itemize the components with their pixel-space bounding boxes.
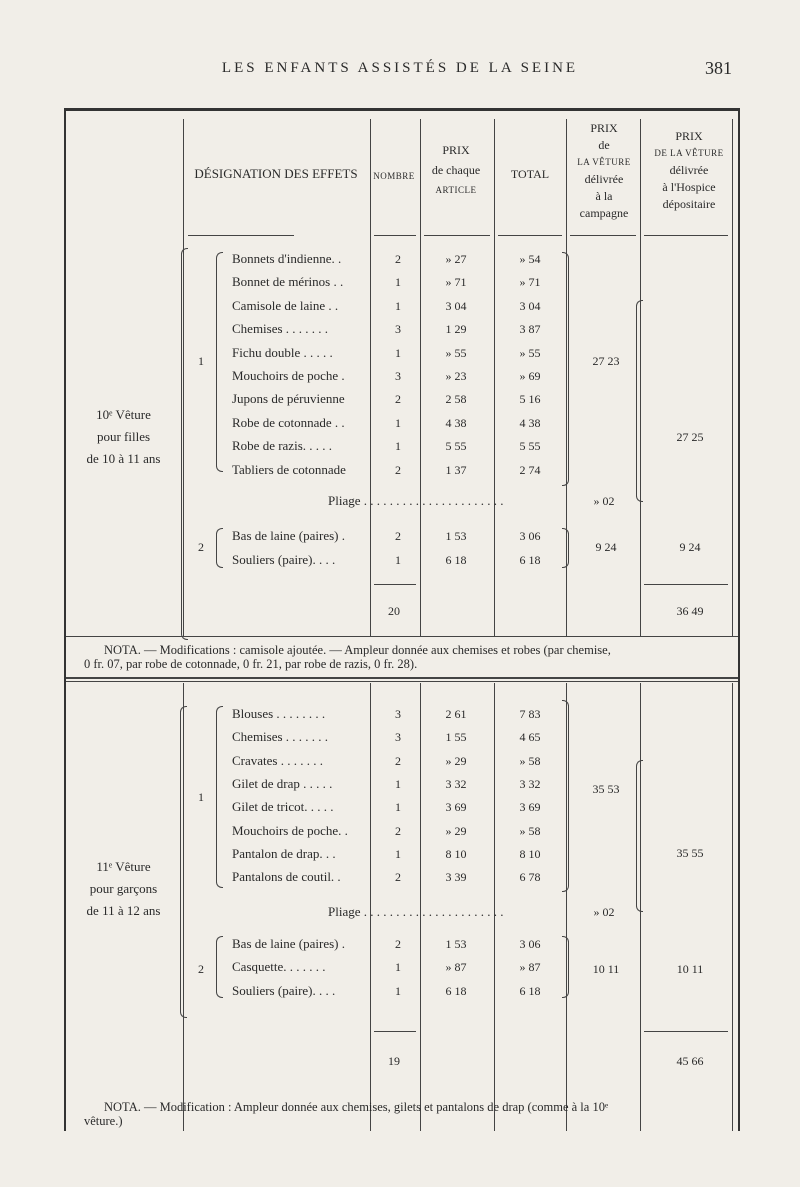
- row-item: Bas de laine (paires) .: [232, 936, 345, 951]
- section2-label-l3: de 11 à 12 ans: [86, 903, 161, 918]
- row-item: Souliers (paire). . . .: [232, 551, 336, 567]
- header-rule: [424, 235, 490, 236]
- row-nombre: 2: [395, 823, 401, 838]
- col-line: [732, 683, 733, 1131]
- row-nombre: 1: [395, 846, 401, 861]
- hospice-l1: PRIX: [675, 129, 703, 143]
- page-number: 381: [705, 58, 732, 78]
- row-total: 7 83: [519, 707, 541, 721]
- row-total: 6 78: [519, 870, 541, 885]
- section1-label: [66, 404, 181, 470]
- row-prix: 1 53: [445, 529, 467, 543]
- col-line: [370, 119, 371, 636]
- row-total: » 69: [519, 369, 541, 383]
- running-title: LES ENFANTS ASSISTÉS DE LA SEINE: [221, 60, 579, 76]
- prix-l1: PRIX: [442, 143, 470, 157]
- nota-1: [84, 643, 720, 671]
- section1-campagne-brace: [562, 252, 569, 486]
- section1-hospice1: 27 25: [676, 430, 704, 444]
- section1-pliage: Pliage . . . . . . . . . . . . . . . . . . . . . .: [328, 493, 504, 508]
- hospice-l5: dépositaire: [662, 197, 716, 211]
- row-nombre: 2: [395, 870, 401, 885]
- row-total: 6 18: [519, 983, 541, 998]
- section2-label-l1: 11ᵉ Vêture: [96, 859, 151, 874]
- section2-hospice1: 35 55: [676, 846, 704, 860]
- row-prix: 3 39: [445, 870, 467, 885]
- row-total: 3 06: [519, 529, 541, 543]
- header-rule: [644, 235, 728, 236]
- row-item: Cravates . . . . . . .: [232, 752, 323, 768]
- section2-group1-number: 1: [198, 790, 204, 804]
- row-prix: 2 58: [445, 392, 467, 407]
- section1-label-l3: de 10 à 11 ans: [86, 451, 161, 466]
- hospice-l4: à l'Hospice: [662, 180, 716, 194]
- col-header-designation: DÉSIGNATION DES EFFETS: [194, 166, 358, 181]
- section1-brace: [181, 248, 188, 640]
- row-nombre: 3: [395, 707, 401, 721]
- header-rule: [570, 235, 636, 236]
- section1-hospice-brace: [636, 300, 643, 502]
- section2-label-l2: pour garçons: [89, 881, 158, 896]
- row-item: Bas de laine (paires) .: [232, 528, 345, 543]
- section2-group2-brace: [216, 936, 223, 998]
- section2-hospice2: 10 11: [676, 962, 704, 976]
- row-item: Robe de razis. . . . .: [232, 438, 333, 454]
- row-total: 3 32: [519, 776, 541, 791]
- nota-2-line1: NOTA. — Modification : Ampleur donnée aux chemises, gilets et pantalons de drap (comme à la 10ᵉ: [104, 1100, 609, 1114]
- campagne-l6: campagne: [579, 206, 629, 220]
- nota-1-line2: 0 fr. 07, par robe de cotonnade, 0 fr. 21, par robe de razis, 0 fr. 28).: [84, 657, 418, 671]
- row-nombre: 1: [395, 345, 401, 360]
- nota-1-line1: NOTA. — Modifications : camisole ajoutée. — Ampleur donnée aux chemises et robes (par chemise,: [104, 643, 611, 657]
- row-item: Mouchoirs de poche. .: [232, 822, 348, 838]
- campagne-l1: PRIX: [590, 121, 618, 135]
- row-item: Pantalon de drap. . .: [232, 845, 336, 861]
- row-nombre: 1: [395, 439, 401, 454]
- section2-campagne-brace: [562, 700, 569, 892]
- prix-l3: ARTICLE: [435, 185, 477, 195]
- row-prix: 1 29: [445, 322, 467, 337]
- row-prix: 6 18: [445, 983, 467, 998]
- row-prix: 3 04: [445, 298, 467, 313]
- row-item: Souliers (paire). . . .: [232, 982, 336, 998]
- row-prix: 2 61: [445, 707, 467, 721]
- total-rule: [644, 1031, 728, 1032]
- row-total: 8 10: [519, 846, 541, 861]
- row-item: Mouchoirs de poche .: [232, 368, 345, 383]
- row-prix: » 55: [445, 345, 467, 360]
- row-total: » 58: [519, 823, 541, 838]
- row-item: Chemises . . . . . . .: [232, 321, 329, 337]
- row-nombre: 1: [395, 800, 401, 815]
- row-total: » 55: [519, 345, 541, 360]
- row-prix: » 29: [445, 823, 467, 838]
- section1-group1-brace: [216, 252, 223, 472]
- row-total: 4 65: [519, 730, 541, 745]
- row-item: Bonnets d'indienne. .: [232, 251, 342, 266]
- section2-pliage-value: » 02: [593, 905, 615, 919]
- hospice-l2: DE LA VÊTURE: [654, 148, 724, 158]
- col-header-prix: [420, 140, 492, 200]
- total-rule: [644, 584, 728, 585]
- prix-l2: de chaque: [431, 163, 481, 177]
- row-item: Blouses . . . . . . . .: [232, 706, 326, 721]
- row-nombre: 2: [395, 529, 401, 543]
- row-prix: » 23: [445, 369, 467, 383]
- nota-2-line2: vêture.): [84, 1114, 123, 1128]
- row-total: 3 87: [519, 322, 541, 337]
- row-prix: » 29: [445, 753, 467, 768]
- row-prix: 3 69: [445, 800, 467, 815]
- row-total: » 71: [519, 275, 541, 290]
- campagne-l2: de: [598, 138, 610, 152]
- row-total: 4 38: [519, 415, 541, 430]
- row-item: Fichu double . . . . .: [232, 344, 333, 360]
- col-header-hospice: [642, 128, 736, 213]
- hospice-l3: délivrée: [669, 163, 709, 177]
- row-prix: 1 53: [445, 937, 467, 951]
- campagne-l3: LA VÊTURE: [577, 157, 631, 167]
- row-nombre: 1: [395, 298, 401, 313]
- section2-group1-brace: [216, 706, 223, 888]
- section2-campagne2-brace: [562, 936, 569, 998]
- section1-group2-brace: [216, 528, 223, 568]
- row-nombre: 2: [395, 252, 401, 266]
- section1-total-nombre: 20: [388, 604, 400, 618]
- row-total: 6 18: [519, 552, 541, 567]
- row-nombre: 1: [395, 960, 401, 975]
- row-nombre: 1: [395, 415, 401, 430]
- row-prix: » 27: [445, 252, 467, 266]
- total-rule: [374, 584, 416, 585]
- row-nombre: 2: [395, 753, 401, 768]
- section2-total-hospice: 45 66: [676, 1054, 704, 1068]
- row-prix: 3 32: [445, 776, 467, 791]
- section-rule: [66, 636, 738, 637]
- row-item: Camisole de laine . .: [232, 297, 339, 313]
- row-nombre: 1: [395, 552, 401, 567]
- col-header-campagne: [568, 120, 640, 222]
- row-total: » 87: [519, 960, 541, 975]
- row-item: Chemises . . . . . . .: [232, 729, 329, 745]
- row-nombre: 2: [395, 937, 401, 951]
- header-rule: [188, 235, 294, 236]
- row-item: Gilet de tricot. . . . .: [232, 799, 334, 815]
- section1-label-l2: pour filles: [96, 429, 151, 444]
- row-nombre: 3: [395, 730, 401, 745]
- row-item: Gilet de drap . . . . .: [232, 775, 333, 791]
- section1-group1-number: 1: [198, 354, 204, 368]
- section1-campagne2-brace: [562, 528, 569, 568]
- campagne-l4: délivrée: [584, 172, 624, 186]
- section2-total-nombre: 19: [388, 1054, 400, 1068]
- section2-group2-number: 2: [198, 962, 204, 976]
- row-nombre: 1: [395, 983, 401, 998]
- row-prix: 8 10: [445, 846, 467, 861]
- row-item: Jupons de péruvienne: [232, 391, 345, 407]
- row-total: 5 16: [519, 392, 541, 407]
- row-item: Bonnet de mérinos . .: [232, 274, 344, 290]
- section2-hospice-brace: [636, 760, 643, 912]
- row-nombre: 2: [395, 462, 401, 477]
- row-item: Pantalons de coutil. .: [232, 869, 341, 885]
- header-rule: [498, 235, 562, 236]
- row-prix: 1 55: [445, 730, 467, 745]
- section-rule: [66, 681, 738, 682]
- row-prix: » 87: [445, 960, 467, 975]
- nota-2: [84, 1100, 720, 1128]
- row-nombre: 3: [395, 369, 401, 383]
- row-prix: 5 55: [445, 439, 467, 454]
- row-prix: 1 37: [445, 462, 467, 477]
- row-total: » 58: [519, 753, 541, 768]
- header-rule: [374, 235, 416, 236]
- row-total: 5 55: [519, 439, 541, 454]
- row-nombre: 3: [395, 322, 401, 337]
- section1-campagne2: 9 24: [595, 540, 617, 554]
- section2-brace: [180, 706, 187, 1018]
- row-total: » 54: [519, 252, 541, 266]
- section1-hospice2: 9 24: [679, 540, 701, 554]
- campagne-l5: à la: [595, 189, 613, 203]
- row-nombre: 2: [395, 392, 401, 407]
- section2-pliage: Pliage . . . . . . . . . . . . . . . . . . . . . .: [328, 904, 504, 919]
- row-total: 3 04: [519, 298, 541, 313]
- row-prix: 6 18: [445, 552, 467, 567]
- row-total: 2 74: [519, 462, 541, 477]
- row-prix: » 71: [445, 275, 467, 290]
- section1-pliage-value: » 02: [593, 494, 615, 508]
- section1-label-l1: 10ᵉ Vêture: [96, 407, 151, 422]
- row-total: 3 06: [519, 937, 541, 951]
- total-rule: [374, 1031, 416, 1032]
- section2-campagne2: 10 11: [592, 962, 620, 976]
- row-nombre: 1: [395, 776, 401, 791]
- row-item: Robe de cotonnade . .: [232, 414, 345, 430]
- row-nombre: 1: [395, 275, 401, 290]
- section2-label: [66, 856, 181, 922]
- row-item: Tabliers de cotonnade: [232, 461, 346, 477]
- section2-campagne1: 35 53: [592, 782, 620, 796]
- section-rule: [66, 677, 738, 679]
- col-header-total: TOTAL: [510, 167, 550, 181]
- section1-total-hospice: 36 49: [676, 604, 704, 618]
- row-item: Casquette. . . . . . .: [232, 959, 326, 975]
- col-header-nombre: NOMBRE: [373, 171, 415, 181]
- row-prix: 4 38: [445, 415, 467, 430]
- section1-campagne1: 27 23: [592, 354, 620, 368]
- row-total: 3 69: [519, 800, 541, 815]
- section1-group2-number: 2: [198, 540, 204, 554]
